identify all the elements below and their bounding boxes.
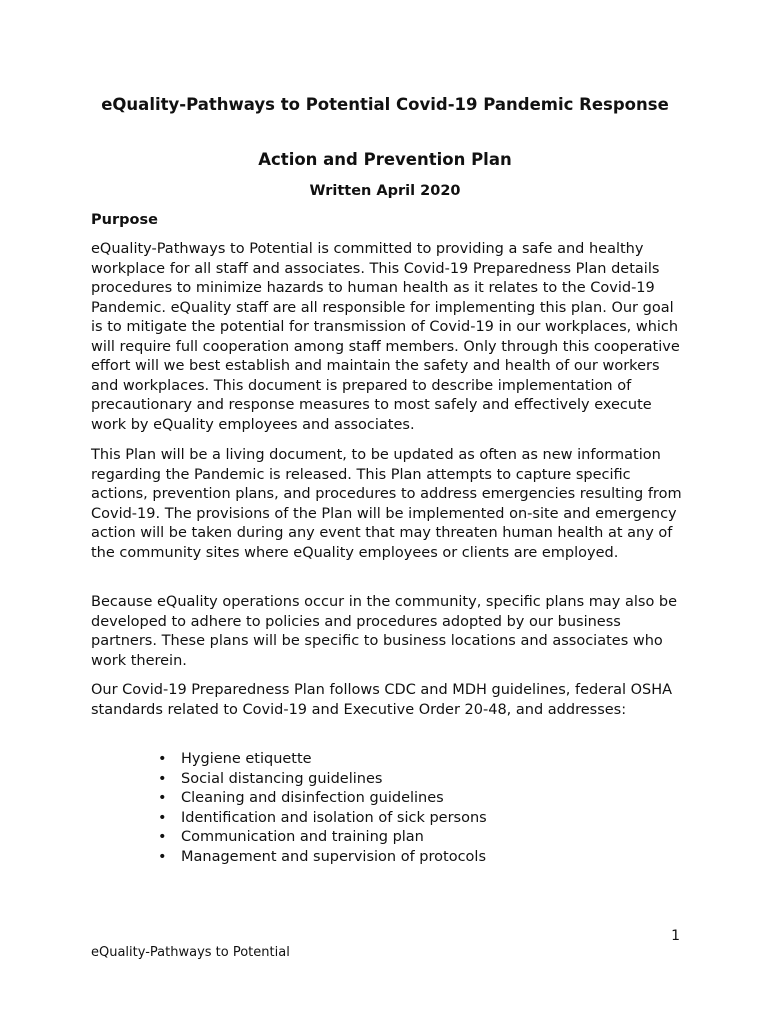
bullet-icon: • [158, 751, 167, 767]
list-item-text: Identification and isolation of sick persons [181, 809, 487, 826]
list-item-text: Social distancing guidelines [181, 770, 383, 787]
paragraph-2: This Plan will be a living document, to be updated as often as new information regarding the Pandemic is released. This Plan attempts to capture specific actions, prevention plans, and procedures to address emergencies resulting from Covid-19. The provisions of the Plan will be implemented on-site and emergency action will be taken during any event that may threaten human health at any of the community sites where eQuality employees or clients are employed. [91, 447, 682, 561]
list-item [158, 809, 487, 829]
paragraph-3: Because eQuality operations occur in the community, specific plans may also be developed to adhere to policies and procedures adopted by our business partners. These plans will be specific to business locations and associates who work therein. [91, 594, 678, 669]
page-footer: eQuality-Pathways to Potential [91, 945, 290, 960]
list-item [158, 789, 487, 809]
bullet-icon: • [158, 848, 167, 865]
list-item [158, 750, 487, 770]
list-item [158, 848, 487, 868]
list-item-text: Hygiene etiquette [181, 751, 312, 767]
list-item-text: Communication and training plan [181, 829, 424, 845]
document-title: eQuality-Pathways to Potential Covid-19 Pandemic Response [101, 95, 669, 114]
list-item-text: Management and supervision of protocols [181, 848, 486, 865]
page-number: 1 [671, 928, 680, 944]
document-subtitle: Action and Prevention Plan [258, 150, 512, 169]
bullet-icon: • [158, 809, 167, 826]
list-item [158, 828, 487, 848]
addresses-list [158, 750, 487, 867]
bullet-icon: • [158, 770, 167, 787]
paragraph-1: eQuality-Pathways to Potential is committed to providing a safe and healthy workplace for all staff and associates. This Covid-19 Preparedness Plan details procedures to minimize hazards to human health as it relates to the Covid-19 Pandemic. eQuality staff are all responsible for implementing this plan. Our goal is to mitigate the potential for transmission of Covid-19 in our workplaces, which will require full cooperation among staff members. Only through this cooperative effort will we best establish and maintain the safety and health of our workers and workplaces. This document is prepared to describe implementation of precautionary and response measures to most safely and effectively execute work by eQuality employees and associates. [91, 241, 680, 433]
list-item [158, 770, 487, 790]
bullet-icon: • [158, 829, 167, 845]
bullet-icon: • [158, 790, 167, 806]
purpose-heading: Purpose [91, 212, 158, 228]
paragraph-4: Our Covid-19 Preparedness Plan follows CDC and MDH guidelines, federal OSHA standards related to Covid-19 and Executive Order 20-48, and addresses: [91, 682, 673, 718]
list-item-text: Cleaning and disinfection guidelines [181, 790, 444, 806]
written-date: Written April 2020 [309, 183, 461, 199]
